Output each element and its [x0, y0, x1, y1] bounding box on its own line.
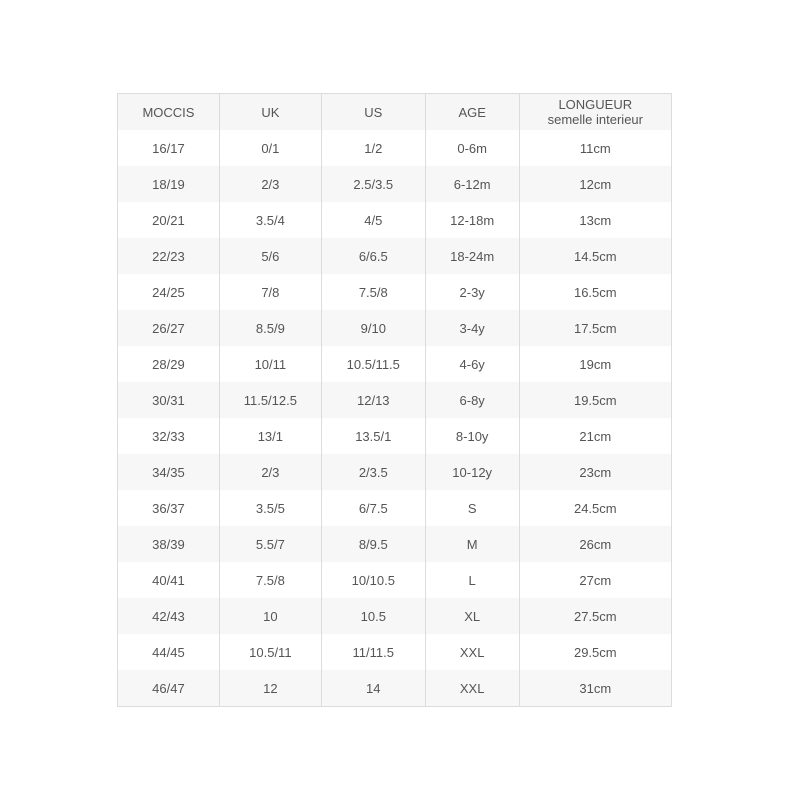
table-row [118, 202, 672, 238]
cell-longueur: 17.5cm [519, 310, 671, 346]
cell-longueur: 27.5cm [519, 598, 671, 634]
cell-age: 8-10y [425, 418, 519, 454]
table-row [118, 418, 672, 454]
cell-longueur: 26cm [519, 526, 671, 562]
header-us: US [321, 94, 425, 131]
cell-uk: 5/6 [219, 238, 321, 274]
cell-moccis: 20/21 [118, 202, 220, 238]
cell-moccis: 30/31 [118, 382, 220, 418]
table-row [118, 130, 672, 166]
header-uk: UK [219, 94, 321, 131]
cell-us: 12/13 [321, 382, 425, 418]
cell-moccis: 26/27 [118, 310, 220, 346]
cell-age: 18-24m [425, 238, 519, 274]
table-body [118, 130, 672, 707]
cell-longueur: 31cm [519, 670, 671, 707]
table-row [118, 382, 672, 418]
cell-uk: 3.5/5 [219, 490, 321, 526]
cell-moccis: 46/47 [118, 670, 220, 707]
cell-age: 6-8y [425, 382, 519, 418]
table-row [118, 490, 672, 526]
cell-us: 6/7.5 [321, 490, 425, 526]
cell-age: 3-4y [425, 310, 519, 346]
cell-us: 11/11.5 [321, 634, 425, 670]
cell-uk: 2/3 [219, 166, 321, 202]
cell-longueur: 13cm [519, 202, 671, 238]
cell-age: M [425, 526, 519, 562]
cell-moccis: 38/39 [118, 526, 220, 562]
cell-age: 2-3y [425, 274, 519, 310]
cell-age: XXL [425, 670, 519, 707]
cell-us: 9/10 [321, 310, 425, 346]
cell-moccis: 28/29 [118, 346, 220, 382]
cell-age: 12-18m [425, 202, 519, 238]
cell-age: 0-6m [425, 130, 519, 166]
cell-longueur: 29.5cm [519, 634, 671, 670]
cell-uk: 2/3 [219, 454, 321, 490]
cell-age: 4-6y [425, 346, 519, 382]
table-row [118, 670, 672, 707]
cell-uk: 12 [219, 670, 321, 707]
table-row [118, 166, 672, 202]
cell-longueur: 23cm [519, 454, 671, 490]
cell-us: 1/2 [321, 130, 425, 166]
table-row [118, 598, 672, 634]
cell-us: 7.5/8 [321, 274, 425, 310]
cell-moccis: 32/33 [118, 418, 220, 454]
cell-moccis: 40/41 [118, 562, 220, 598]
cell-age: XL [425, 598, 519, 634]
table-row [118, 274, 672, 310]
cell-uk: 3.5/4 [219, 202, 321, 238]
cell-moccis: 18/19 [118, 166, 220, 202]
cell-us: 13.5/1 [321, 418, 425, 454]
header-row [118, 94, 672, 131]
size-chart-table [117, 93, 672, 707]
cell-age: L [425, 562, 519, 598]
header-longueur-title: LONGUEUR [558, 97, 633, 112]
cell-uk: 0/1 [219, 130, 321, 166]
table-row [118, 346, 672, 382]
cell-uk: 7.5/8 [219, 562, 321, 598]
table-row [118, 238, 672, 274]
cell-moccis: 24/25 [118, 274, 220, 310]
cell-uk: 8.5/9 [219, 310, 321, 346]
cell-longueur: 19cm [519, 346, 671, 382]
cell-us: 10.5 [321, 598, 425, 634]
cell-uk: 10 [219, 598, 321, 634]
cell-moccis: 36/37 [118, 490, 220, 526]
cell-longueur: 12cm [519, 166, 671, 202]
cell-us: 14 [321, 670, 425, 707]
cell-uk: 7/8 [219, 274, 321, 310]
table-row [118, 454, 672, 490]
header-longueur-subtitle: semelle interieur [547, 112, 643, 127]
cell-moccis: 42/43 [118, 598, 220, 634]
cell-longueur: 11cm [519, 130, 671, 166]
cell-age: XXL [425, 634, 519, 670]
table-row [118, 562, 672, 598]
table-header [118, 94, 672, 131]
cell-us: 2/3.5 [321, 454, 425, 490]
table-row [118, 634, 672, 670]
header-longueur [519, 94, 671, 131]
cell-uk: 5.5/7 [219, 526, 321, 562]
cell-longueur: 24.5cm [519, 490, 671, 526]
cell-us: 10/10.5 [321, 562, 425, 598]
cell-longueur: 21cm [519, 418, 671, 454]
table-row [118, 310, 672, 346]
cell-longueur: 19.5cm [519, 382, 671, 418]
table-row [118, 526, 672, 562]
cell-us: 8/9.5 [321, 526, 425, 562]
cell-longueur: 14.5cm [519, 238, 671, 274]
cell-moccis: 34/35 [118, 454, 220, 490]
cell-age: S [425, 490, 519, 526]
cell-uk: 11.5/12.5 [219, 382, 321, 418]
cell-uk: 10.5/11 [219, 634, 321, 670]
cell-longueur: 27cm [519, 562, 671, 598]
cell-us: 4/5 [321, 202, 425, 238]
cell-us: 6/6.5 [321, 238, 425, 274]
cell-age: 6-12m [425, 166, 519, 202]
header-age: AGE [425, 94, 519, 131]
cell-uk: 10/11 [219, 346, 321, 382]
cell-longueur: 16.5cm [519, 274, 671, 310]
cell-moccis: 44/45 [118, 634, 220, 670]
cell-age: 10-12y [425, 454, 519, 490]
header-moccis: MOCCIS [118, 94, 220, 131]
cell-us: 2.5/3.5 [321, 166, 425, 202]
cell-us: 10.5/11.5 [321, 346, 425, 382]
cell-moccis: 16/17 [118, 130, 220, 166]
cell-uk: 13/1 [219, 418, 321, 454]
cell-moccis: 22/23 [118, 238, 220, 274]
